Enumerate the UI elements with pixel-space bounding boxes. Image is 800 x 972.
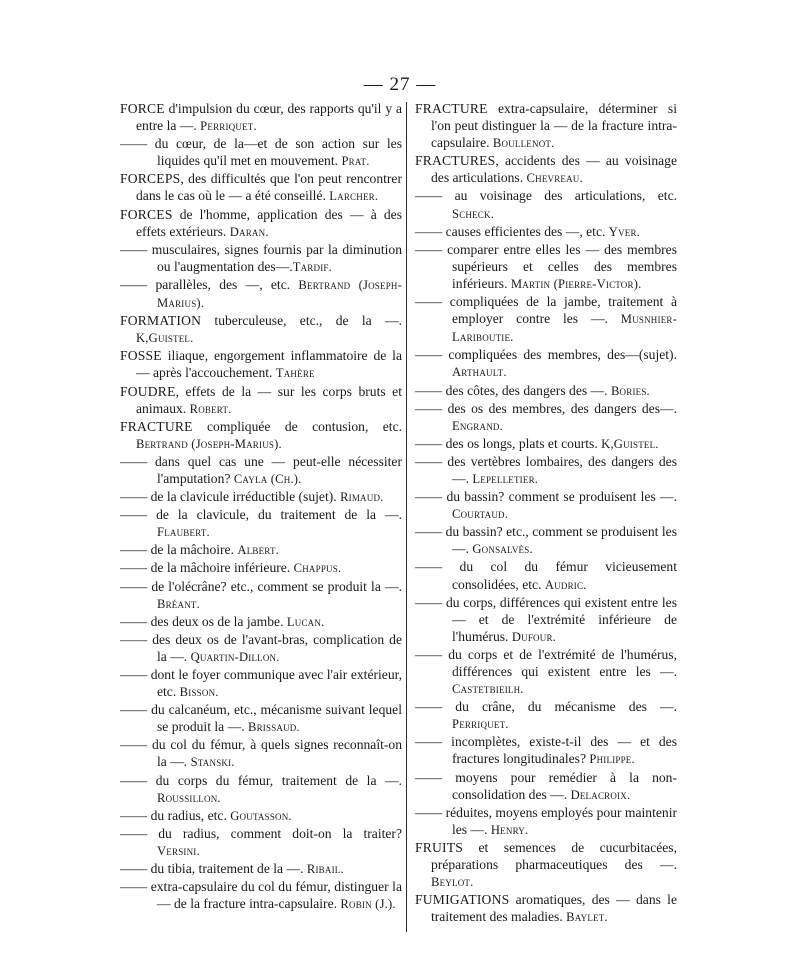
index-entry [120,488,402,506]
entry-text: —— des os longs, plats et courts. [415,435,602,451]
index-entry [415,187,677,222]
index-entry [120,541,402,559]
entry-author: Castetbieilh. [452,682,524,697]
index-entry [415,382,677,400]
index-entry [415,558,677,593]
entry-heading: FRACTURES [415,153,496,169]
index-entry [415,594,677,646]
index-entry [415,400,677,435]
index-entry [415,241,677,293]
entry-author: Henry. [490,822,529,837]
index-entry [120,666,402,701]
entry-author: Dufour. [511,629,556,644]
entry-author: Musnhier-Lariboutie. [452,312,677,345]
entry-heading: FORCES [120,206,173,222]
entry-text: —— de la clavicule irréductible (sujet). [120,489,341,505]
index-entry [415,293,677,346]
entry-author: Gonsalvès. [472,542,533,557]
entry-heading: FRACTURE [120,418,193,434]
entry-text: —— extra-capsulaire du col du fémur, distinguer la — de la fracture intra-capsulaire. [120,879,402,912]
entry-text: —— du corps, différences qui existent entre les — et de l'extrémité inférieure de l'humérus. [415,594,677,644]
entry-text: —— du corps et de l'extrémité de l'humérus, différences qui existent entre les —. [415,646,677,679]
entry-author: Scheck. [452,206,495,221]
entry-author: Bertrand (Joseph-Marius). [136,436,282,451]
entry-text: de l'homme, application des — à des effets extérieurs. [136,206,402,239]
index-entry [120,860,402,878]
entry-author: Perriquet. [452,717,509,732]
entry-text: —— dont le foyer communique avec l'air extérieur, etc. [120,667,402,700]
entry-text: —— de la mâchoire inférieure. [120,560,294,576]
index-entry [415,698,677,733]
entry-author: Quartin-Dillon. [190,649,280,664]
index-entry [120,807,402,825]
entry-heading: FORCEPS [120,171,181,187]
entry-text: —— compliquées des membres, des—(sujet). [415,347,677,363]
entry-heading: FORCE [120,101,165,116]
index-entry [120,736,402,771]
entry-text: —— du corps du fémur, traitement de la —. [120,772,402,788]
entry-text: —— du bassin? etc., comment se produisent les —. [415,524,677,557]
entry-heading: FORMATION [120,313,202,329]
index-entry [415,152,677,187]
index-entry [415,488,677,523]
entry-author: Lucan. [286,614,325,629]
index-entry [120,312,402,347]
entry-text: —— musculaires, signes fournis par la diminution ou l'augmentation des—. [120,241,402,274]
entry-text: —— causes efficientes des —, etc. [415,223,609,239]
entry-author: Robin (J.). [340,897,396,912]
index-entry [120,878,402,913]
entry-author: Lepelletier. [472,471,539,486]
index-entry [120,170,402,205]
entry-author: Versini. [157,843,200,858]
entry-author: Boullenot. [492,136,555,151]
index-entry [120,506,402,541]
index-entry [120,631,402,666]
entry-author: Bréant. [157,596,200,611]
index-entry [415,839,677,891]
entry-text: extra-capsulaire, déterminer si l'on peut distinguer la — de la fracture intra-capsulaire. [431,101,677,151]
index-entry [120,241,402,276]
entry-text: —— des os des membres, des dangers des—. [415,400,677,416]
index-entry [415,100,677,152]
entry-author: Brissaud. [248,720,300,735]
entry-text: iliaque, engorgement inflammatoire de la — après l'accouchement. [136,348,402,381]
entry-author: Philippe. [589,752,635,767]
index-entry [120,453,402,488]
index-entry [415,523,677,558]
index-entry [120,578,402,613]
index-entry [120,772,402,807]
entry-text: —— des deux os de l'avant-bras, complication de la —. [120,631,402,664]
entry-text: —— du col du fémur vicieusement consolidées, etc. [415,559,677,592]
entry-author: Daran. [229,224,269,239]
index-entry [415,435,677,453]
entry-author: Yver. [608,224,641,239]
index-entry [415,453,677,488]
entry-text: —— réduites, moyens employés pour maintenir les —. [415,804,678,837]
entry-text: d'impulsion du cœur, des rapports qu'il y a entre la —. [136,101,402,134]
index-entry [415,346,677,381]
entry-author: Bories. [610,383,650,398]
entry-text: —— du cœur, de la—et de son action sur les liquides qu'il met en mouvement. [120,136,402,169]
index-entry [120,206,402,241]
entry-heading: FRUITS [415,839,464,855]
index-entry [120,100,402,135]
entry-author: Chappus. [293,561,342,576]
left-column [120,100,402,913]
entry-author: K,Guistel. [136,331,194,346]
index-entry [120,701,402,736]
entry-author: Baylet. [566,910,608,925]
index-entry [120,825,402,860]
entry-text: —— parallèles, des —, etc. [120,276,299,292]
entry-text: —— des deux os de la jambe. [120,613,287,629]
entry-heading: FUMIGATIONS [415,892,510,908]
index-entry [415,769,677,804]
column-divider [406,102,407,932]
entry-author: Courtaud. [452,507,509,522]
index-entry [415,804,677,839]
entry-author: K,Guistel. [601,436,659,451]
entry-text: , des difficultés que l'on peut rencontrer dans le cas où le — a été conseillé. [136,171,402,204]
entry-text: —— des côtes, des dangers des —. [415,382,611,398]
entry-heading: FOUDRE [120,383,176,399]
entry-author: Goutasson. [230,808,292,823]
entry-author: Robert. [189,401,232,416]
entry-author: Albert. [237,543,280,558]
index-entry [120,559,402,577]
entry-text: compliquée de contusion, etc. [192,418,402,434]
entry-text: , accidents des — au voisinage des articulations. [431,153,677,186]
entry-author: Flaubert. [157,525,210,540]
entry-text: —— incomplètes, existe-t-il des — et des fractures longitudinales? [415,734,677,767]
page-number: — 27 — [363,74,437,95]
index-entry [415,646,677,698]
entry-text: —— de la clavicule, du traitement de la —. [120,507,402,523]
entry-author: Beylot. [431,875,474,890]
entry-author: Delacroix. [570,787,631,802]
index-entry [120,276,402,312]
entry-author: Cayla (Ch.). [233,471,302,486]
entry-heading: FRACTURE [415,101,488,116]
index-entry [120,418,402,453]
entry-text: —— du bassin? comment se produisent les —. [415,489,677,505]
entry-text: —— de l'olécrâne? etc., comment se produit la —. [120,578,402,594]
entry-text: —— du col du fémur, à quels signes reconnaît-on la —. [120,737,402,770]
entry-author: Stanski. [190,755,235,770]
entry-author: Martin (Pierre-Victor). [510,276,642,291]
entry-text: , effets de la — sur les corps bruts et animaux. [136,383,402,416]
entry-text: —— dans quel cas une — peut-elle nécessiter l'amputation? [120,453,402,486]
entry-author: Larcher. [329,189,379,204]
entry-text: —— du radius, comment doit-on la traiter? [120,825,402,841]
index-entry [120,135,402,170]
entry-text: tuberculeuse, etc., de la —. [201,313,402,329]
entry-text: —— comparer entre elles les — des membres supérieurs et celles des membres inférieurs. [415,241,677,291]
entry-author: Tardif. [292,259,332,274]
entry-author: Chevreau. [526,171,583,186]
index-entry [120,613,402,631]
entry-text: —— des vertèbres lombaires, des dangers des —. [415,453,677,486]
index-entry [415,733,677,768]
entry-author: Perriquet. [200,119,257,134]
index-entry [415,891,677,926]
entry-text: —— au voisinage des articulations, etc. [415,188,677,204]
entry-text: et semences de cucurbitacées, préparations pharmaceutiques des —. [431,839,677,873]
index-entry [120,383,402,418]
entry-text: —— de la mâchoire. [120,542,238,558]
entry-author: Roussillon. [157,790,221,805]
entry-author: Bertrand (Joseph-Marius). [157,277,402,311]
entry-text: —— du crâne, du mécanisme des —. [415,699,677,715]
entry-text: —— du tibia, traitement de la —. [120,861,307,877]
entry-text: —— moyens pour remédier à la non-consolidation des —. [415,769,677,802]
entry-author: Prat. [341,154,370,169]
entry-author: Rimaud. [340,490,384,505]
entry-author: Tahère [275,366,315,381]
entry-text: —— du radius, etc. [120,807,231,823]
right-column [415,100,677,926]
entry-heading: FOSSE [120,348,162,364]
entry-author: Audric. [544,577,587,592]
index-entry [120,347,402,382]
entry-text: —— compliquées de la jambe, traitement à employer contre les —. [415,294,677,327]
index-entry [415,223,677,241]
entry-text: aromatiques, des — dans le traitement des maladies. [431,892,677,925]
entry-author: Engrand. [452,418,503,433]
entry-text: —— du calcanéum, etc., mécanisme suivant lequel se produit la —. [120,702,402,735]
entry-author: Ribail. [306,862,344,877]
entry-author: Bisson. [179,685,219,700]
entry-author: Arthault. [452,365,507,380]
